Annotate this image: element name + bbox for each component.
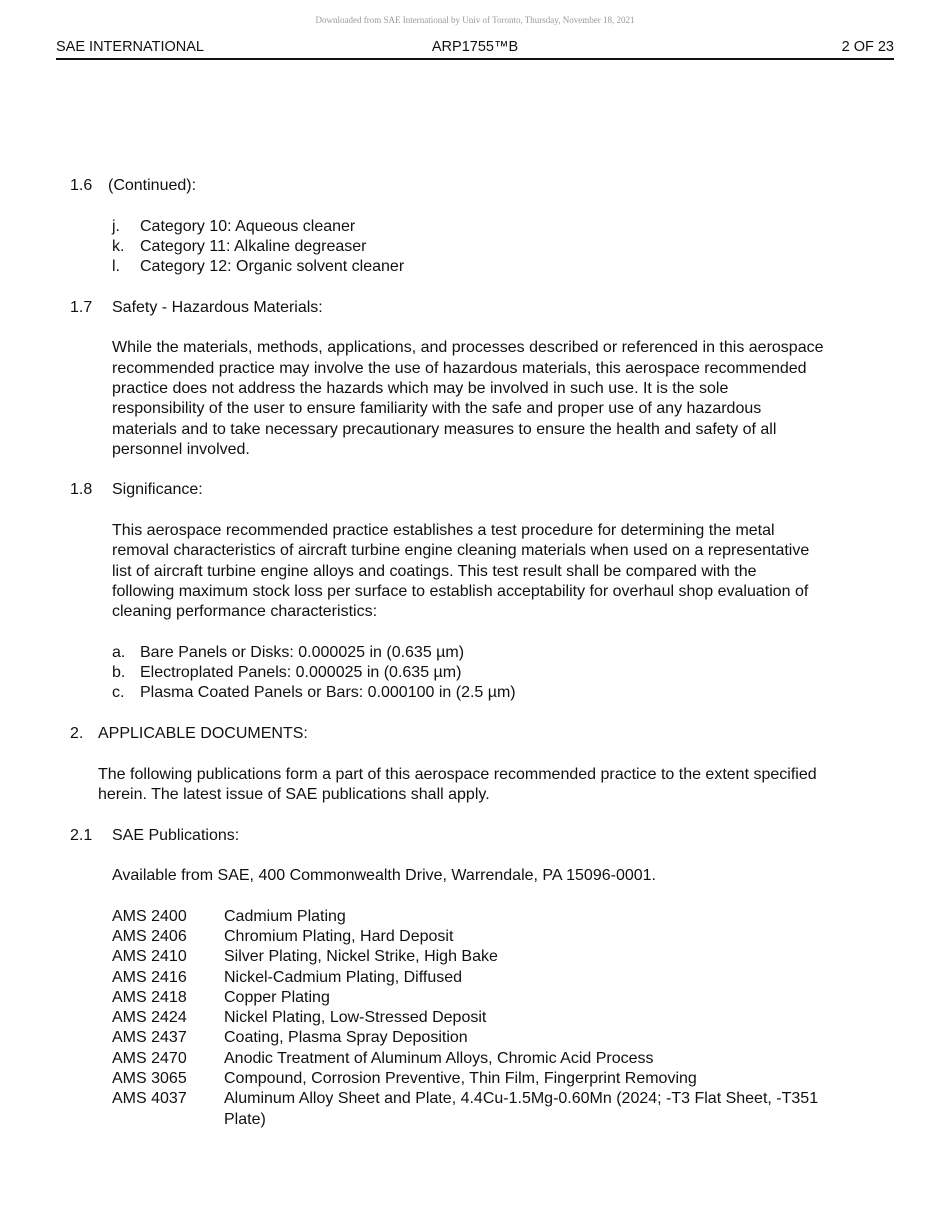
reference-code: AMS 2416 <box>112 968 187 986</box>
list-text: Plasma Coated Panels or Bars: 0.000100 in (2.5 µm) <box>140 684 516 702</box>
reference-title: Aluminum Alloy Sheet and Plate, 4.4Cu-1.5Mg-0.60Mn (2024; -T3 Flat Sheet, -T351 <box>224 1090 819 1108</box>
paragraph-line: cleaning performance characteristics: <box>112 603 378 621</box>
publisher-name: SAE INTERNATIONAL <box>56 39 204 55</box>
reference-code: AMS 2437 <box>112 1029 187 1047</box>
paragraph-line: This aerospace recommended practice establishes a test procedure for determining the metal <box>112 522 775 540</box>
reference-entry <box>70 1069 870 1089</box>
list-item <box>70 257 870 277</box>
list-item <box>70 683 870 703</box>
reference-entry <box>70 1049 870 1069</box>
reference-title: Silver Plating, Nickel Strike, High Bake <box>224 948 498 966</box>
reference-code: AMS 2400 <box>112 907 187 925</box>
list-letter: a. <box>112 643 126 661</box>
paragraph-line: The following publications form a part of this aerospace recommended practice to the extent specified <box>98 765 817 783</box>
reference-code: AMS 2470 <box>112 1049 187 1067</box>
list-item <box>70 217 870 237</box>
section-1-7-paragraph <box>70 338 870 460</box>
section-2-paragraph <box>70 765 870 806</box>
list-item <box>70 237 870 257</box>
page-number: 2 OF 23 <box>841 39 894 55</box>
section-title: APPLICABLE DOCUMENTS: <box>98 725 308 743</box>
reference-entry <box>70 907 870 927</box>
paragraph-line: practice does not address the hazards which may be involved in such use. It is the sole <box>112 379 729 397</box>
list-text: Category 10: Aqueous cleaner <box>140 217 356 235</box>
page-header <box>56 38 894 60</box>
reference-title: Copper Plating <box>224 988 330 1006</box>
reference-code: AMS 2406 <box>112 927 187 945</box>
reference-code: AMS 2418 <box>112 988 187 1006</box>
reference-title: Nickel-Cadmium Plating, Diffused <box>224 968 463 986</box>
reference-entry <box>70 968 870 988</box>
paragraph-line: following maximum stock loss per surface to establish acceptability for overhaul shop evaluation of <box>112 582 809 600</box>
list-text: Electroplated Panels: 0.000025 in (0.635 µm) <box>140 664 462 682</box>
section-1-8-heading <box>70 480 870 500</box>
reference-title: Coating, Plasma Spray Deposition <box>224 1029 468 1047</box>
reference-title: Cadmium Plating <box>224 907 346 925</box>
reference-code: AMS 2424 <box>112 1009 187 1027</box>
section-number: 1.8 <box>70 481 93 499</box>
paragraph-line: recommended practice may involve the use of hazardous materials, this aerospace recommended <box>112 359 807 377</box>
section-2-heading <box>70 724 870 744</box>
document-number: ARP1755™B <box>431 39 519 55</box>
section-number: 1.6 <box>70 177 93 194</box>
reference-code: AMS 4037 <box>112 1090 187 1108</box>
paragraph-line: removal characteristics of aircraft turbine engine cleaning materials when used on a representative <box>112 542 810 560</box>
list-item <box>70 663 870 683</box>
paragraph-line: While the materials, methods, applications, and processes described or referenced in this aerospace <box>112 339 824 357</box>
paragraph-line: materials and to take necessary precautionary measures to ensure the health and safety of all <box>112 420 777 438</box>
section-1-6-list <box>70 217 870 278</box>
section-number: 2.1 <box>70 826 93 844</box>
list-text: Category 11: Alkaline degreaser <box>140 237 367 255</box>
list-letter: j. <box>112 217 120 235</box>
reference-title: Anodic Treatment of Aluminum Alloys, Chromic Acid Process <box>224 1049 654 1067</box>
section-1-8-list <box>70 643 870 704</box>
reference-title-continued: Plate) <box>224 1110 266 1128</box>
list-letter: l. <box>112 258 120 276</box>
document-body <box>70 176 870 1130</box>
publisher-address: Available from SAE, 400 Commonwealth Drive, Warrendale, PA 15096-0001. <box>112 867 656 885</box>
reference-title: Compound, Corrosion Preventive, Thin Film, Fingerprint Removing <box>224 1070 697 1088</box>
reference-entry <box>70 927 870 947</box>
paragraph-line: personnel involved. <box>112 440 250 458</box>
reference-list <box>70 907 870 1130</box>
section-title: SAE Publications: <box>112 826 240 844</box>
reference-title: Chromium Plating, Hard Deposit <box>224 927 454 945</box>
section-1-8-paragraph <box>70 521 870 622</box>
list-letter: k. <box>112 237 125 255</box>
section-title: Safety - Hazardous Materials: <box>112 298 323 316</box>
reference-code: AMS 3065 <box>112 1070 187 1088</box>
section-title: (Continued): <box>108 177 197 194</box>
section-title: Significance: <box>112 481 203 499</box>
paragraph-line: responsibility of the user to ensure familiarity with the safe and proper use of any hazardous <box>112 400 762 418</box>
reference-entry <box>70 1008 870 1028</box>
reference-entry <box>70 947 870 967</box>
reference-title: Nickel Plating, Low-Stressed Deposit <box>224 1009 487 1027</box>
list-letter: b. <box>112 664 126 682</box>
section-1-7-heading <box>70 298 870 318</box>
paragraph-line: herein. The latest issue of SAE publications shall apply. <box>98 785 490 803</box>
reference-code: AMS 2410 <box>112 948 187 966</box>
reference-entry <box>70 1089 870 1130</box>
reference-entry <box>70 1028 870 1048</box>
list-text: Category 12: Organic solvent cleaner <box>140 258 405 276</box>
section-1-6-heading <box>70 176 870 196</box>
section-2-1-heading <box>70 826 870 846</box>
section-number: 1.7 <box>70 298 93 316</box>
reference-entry <box>70 988 870 1008</box>
list-letter: c. <box>112 684 125 702</box>
list-item <box>70 643 870 663</box>
section-number: 2. <box>70 725 84 743</box>
paragraph-line: list of aircraft turbine engine alloys and coatings. This test result shall be compared with the <box>112 562 757 580</box>
list-text: Bare Panels or Disks: 0.000025 in (0.635 µm) <box>140 643 465 661</box>
download-watermark: Downloaded from SAE International by Univ of Toronto, Thursday, November 18, 2021 <box>315 15 635 25</box>
